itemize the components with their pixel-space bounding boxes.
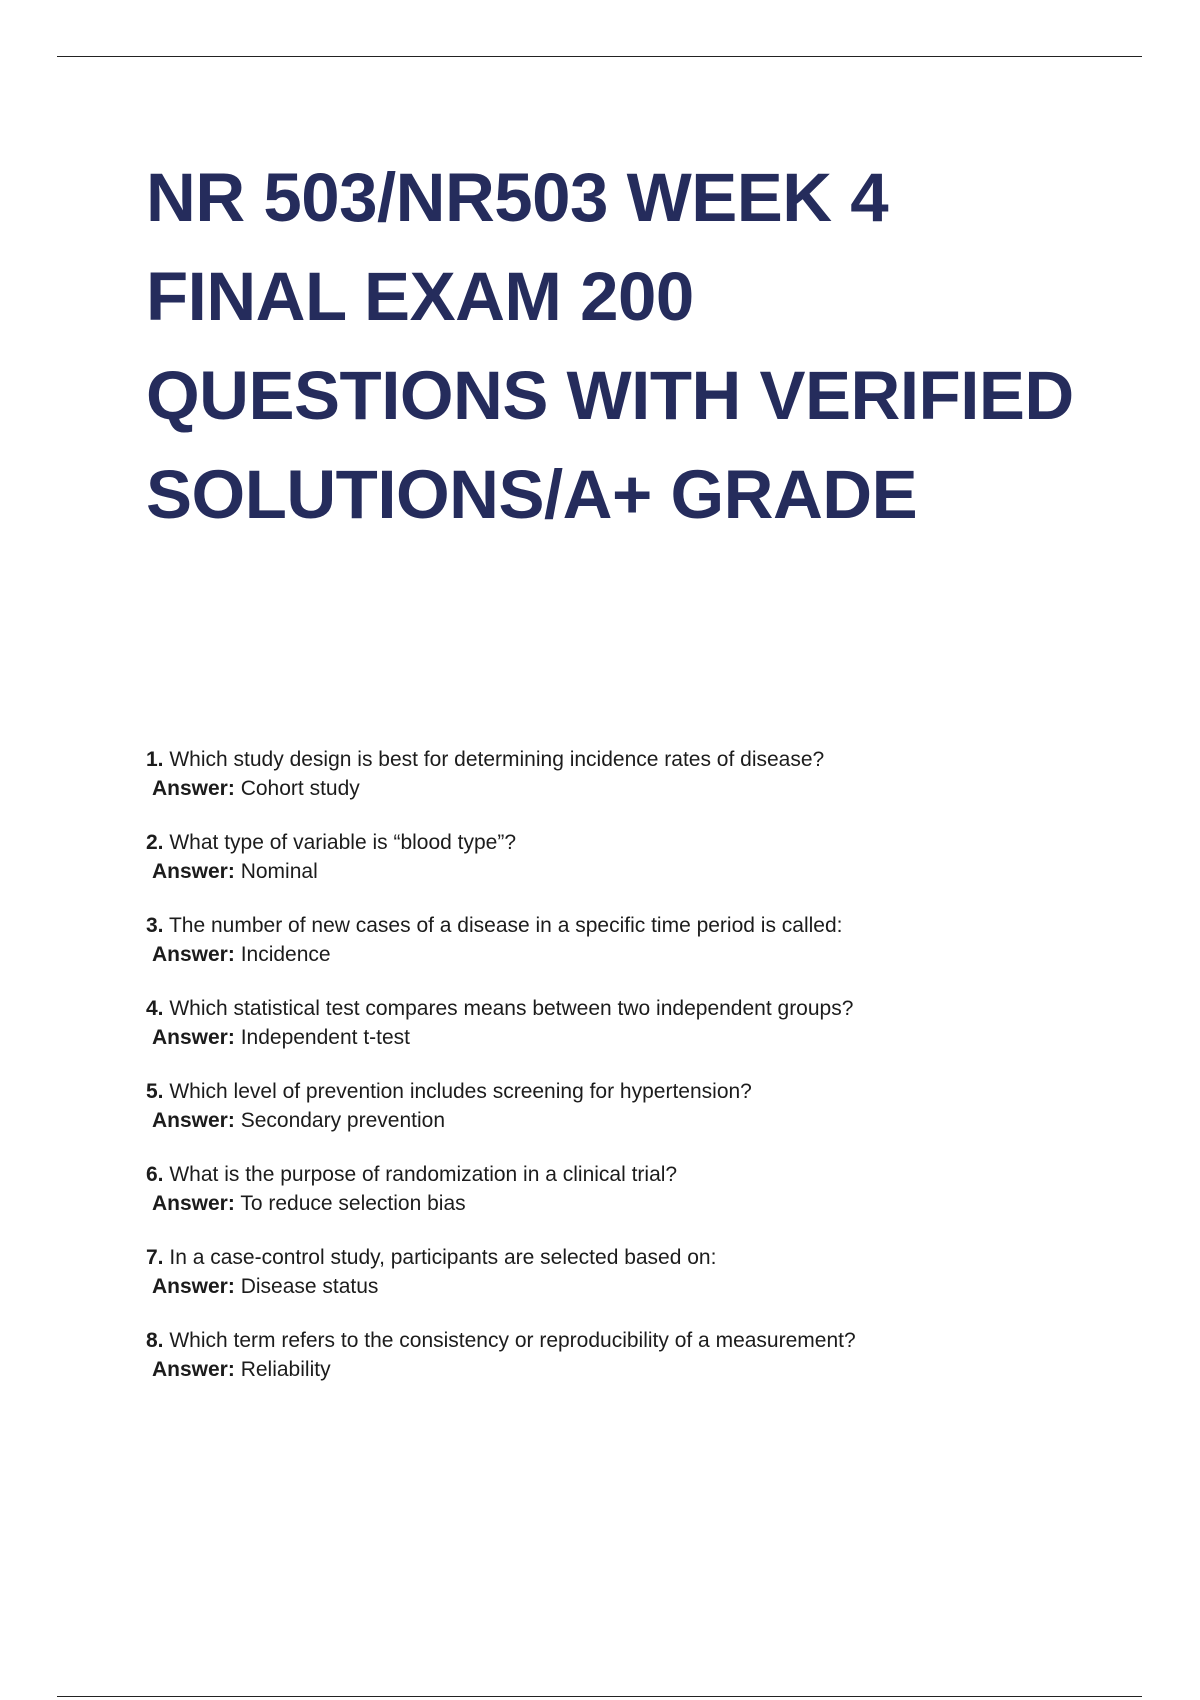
question-item [146, 745, 1146, 828]
question-text: The number of new cases of a disease in a specific time period is called: [168, 914, 843, 937]
answer-line [146, 774, 1146, 803]
title-line: QUESTIONS WITH VERIFIED [146, 357, 1074, 434]
answer-label: Answer: [152, 1275, 235, 1298]
question-item [146, 1160, 1146, 1243]
answer-text: To reduce selection bias [240, 1192, 466, 1215]
question-number: 6. [146, 1163, 164, 1186]
answer-text: Disease status [240, 1275, 379, 1298]
question-number: 2. [146, 831, 164, 854]
answer-line [146, 1355, 1146, 1384]
answer-label: Answer: [152, 777, 235, 800]
question-text: In a case-control study, participants are selected based on: [169, 1246, 717, 1269]
question-text: Which term refers to the consistency or reproducibility of a measurement? [169, 1329, 856, 1352]
top-divider [57, 56, 1142, 57]
question-item [146, 911, 1146, 994]
answer-text: Secondary prevention [240, 1109, 446, 1132]
answer-text: Reliability [240, 1358, 331, 1381]
question-line [146, 1160, 1146, 1189]
question-item [146, 828, 1146, 911]
title-line: NR 503/NR503 WEEK 4 [146, 159, 889, 236]
answer-label: Answer: [152, 1026, 235, 1049]
question-number: 4. [146, 997, 164, 1020]
question-number: 5. [146, 1080, 164, 1103]
question-text: What is the purpose of randomization in a clinical trial? [169, 1163, 678, 1186]
answer-text: Cohort study [240, 777, 360, 800]
question-item [146, 1077, 1146, 1160]
answer-label: Answer: [152, 1109, 235, 1132]
question-item [146, 994, 1146, 1077]
question-line [146, 745, 1146, 774]
question-text: Which statistical test compares means between two independent groups? [169, 997, 854, 1020]
answer-label: Answer: [152, 1192, 235, 1215]
answer-text: Independent t-test [240, 1026, 410, 1049]
bottom-divider [57, 1696, 1142, 1697]
answer-line [146, 1272, 1146, 1301]
answer-line [146, 940, 1146, 969]
question-text: What type of variable is “blood type”? [169, 831, 517, 854]
question-number: 8. [146, 1329, 164, 1352]
answer-label: Answer: [152, 1358, 235, 1381]
question-list [146, 745, 1146, 1409]
document-title [146, 148, 1146, 544]
question-number: 1. [146, 748, 164, 771]
question-line [146, 1243, 1146, 1272]
question-line [146, 1326, 1146, 1355]
answer-line [146, 1023, 1146, 1052]
answer-text: Incidence [240, 943, 331, 966]
answer-line [146, 1189, 1146, 1218]
title-line: FINAL EXAM 200 [146, 258, 694, 335]
answer-line [146, 1106, 1146, 1135]
title-line: SOLUTIONS/A+ GRADE [146, 456, 918, 533]
answer-label: Answer: [152, 943, 235, 966]
question-number: 3. [146, 914, 164, 937]
question-item [146, 1243, 1146, 1326]
question-number: 7. [146, 1246, 164, 1269]
question-line [146, 911, 1146, 940]
question-text: Which level of prevention includes screening for hypertension? [169, 1080, 752, 1103]
question-line [146, 994, 1146, 1023]
question-line [146, 1077, 1146, 1106]
question-line [146, 828, 1146, 857]
answer-text: Nominal [240, 860, 318, 883]
question-text: Which study design is best for determining incidence rates of disease? [169, 748, 825, 771]
answer-label: Answer: [152, 860, 235, 883]
answer-line [146, 857, 1146, 886]
question-item [146, 1326, 1146, 1409]
